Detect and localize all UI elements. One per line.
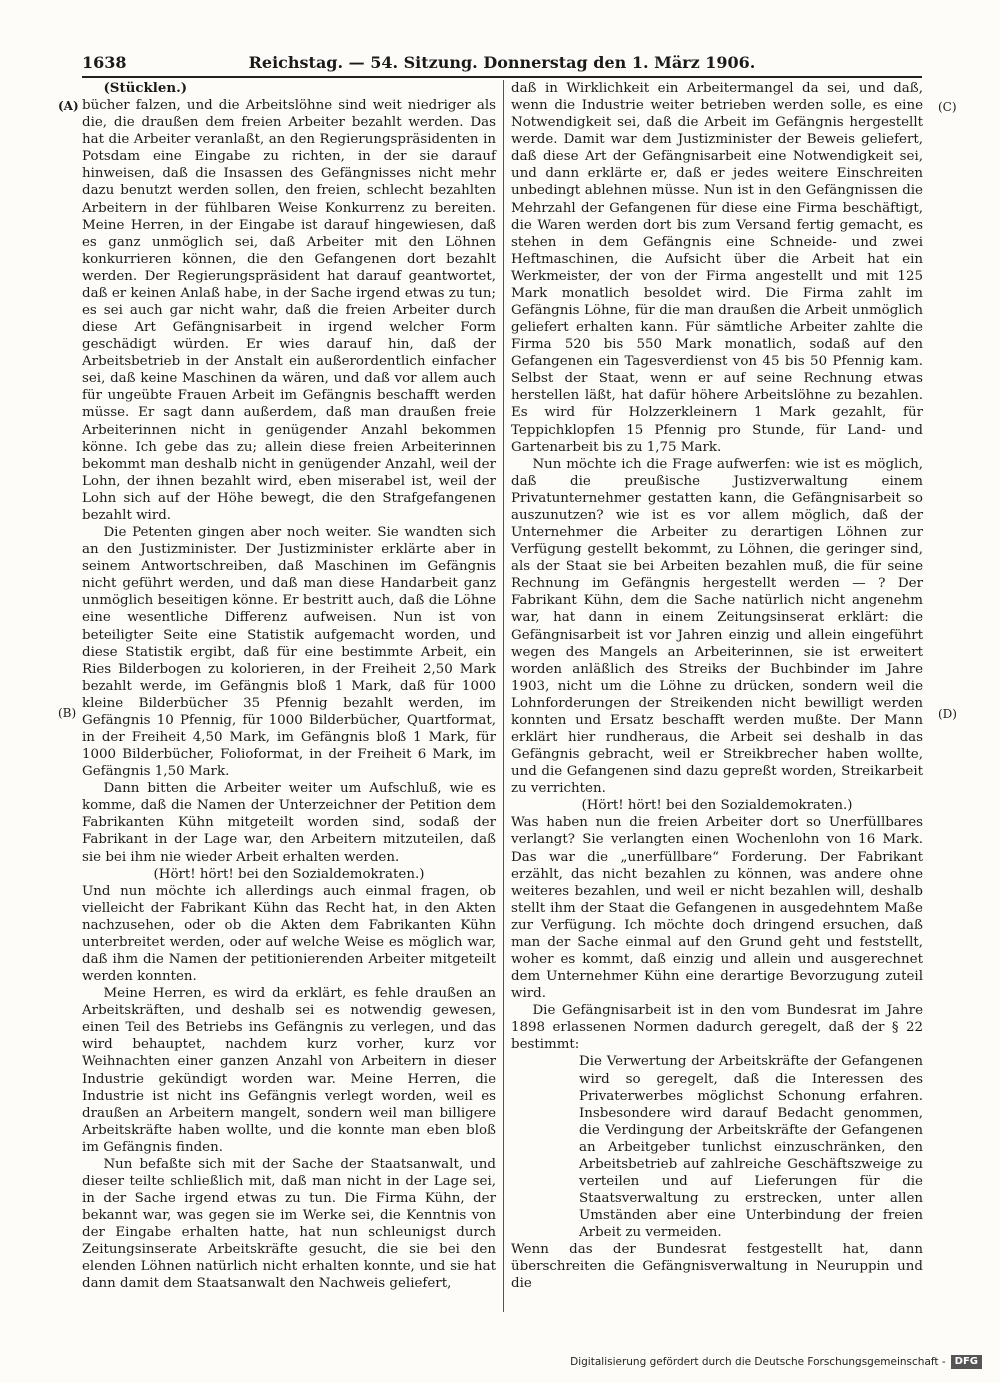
paragraph: Dann bitten die Arbeiter weiter um Aufschluß, wie es komme, daß die Namen der Unterzeichner der Petition dem Fabrikanten Kühn mitgeteilt worden sind, sodaß der Fabrikant in der Lage war, den Arbeitern mitzuteilen, daß sie bei ihm nie wieder Arbeit erhalten werden. (82, 781, 496, 865)
speaker-label: (Stücklen.) (103, 80, 188, 96)
paragraph: Die Petenten gingen aber noch weiter. Sie wandten sich an den Justizminister. Der Justizminister erklärte aber in seinem Antwortschreiben, daß Maschinen im Gefängnis nicht geführt werden, und daß man diese Handarbeit ganz unmöglich beseitigen könne. Er bestritt auch, daß die Löhne eine wesentliche Differenz aufweisen. Nun ist von beteiligter Seite eine Statistik aufgemacht worden, und diese Statistik ergibt, daß für eine bestimmte Arbeit, ein Ries Bilderbogen zu kolorieren, in der Freiheit 2,50 Mark bezahlt werde, im Gefängnis bloß 1 Mark, daß für 1000 kleine Bilderbücher 35 Pfennig bezahlt werden, im Gefängnis 10 Pfennig, für 1000 Bilderbücher, Quartformat, in der Freiheit 4,50 Mark, im Gefängnis bloß 1 Mark, für 1000 Bilderbücher, Folioformat, in der Freiheit 6 Mark, im Gefängnis 1,50 Mark. (82, 525, 496, 780)
margin-marker-b: (B) (58, 706, 77, 720)
paragraph: Nun befaßte sich mit der Sache der Staatsanwalt, und dieser teilte schließlich mit, daß man nicht in der Lage sei, in der Sache irgend etwas zu tun. Die Firma Kühn, der bekannt war, was gegen sie im Werke sei, die Kenntnis von der Eingabe erhalten hatte, hat nun schleunigst durch Zeitungsinserate Arbeitskräfte gesucht, die sie bei den elenden Löhnen natürlich nicht erhalten konnte, und sie hat dann damit dem Staatsanwalt den Nachweis geliefert, (82, 1156, 496, 1292)
page-number: 1638 (82, 53, 127, 72)
paragraph: daß in Wirklichkeit ein Arbeitermangel da sei, und daß, wenn die Industrie weiter betrieben werden solle, es eine Notwendigkeit sei, daß die Arbeit im Gefängnis hergestellt werde. Damit war dem Justizminister der Beweis geliefert, daß diese Art der Gefängnisarbeit eine Notwendigkeit sei, und dann erklärte er, daß er jedes weitere Einschreiten unbedingt ablehnen müsse. Nun ist in den Gefängnissen die Mehrzahl der Gefangenen für diese eine Firma beschäftigt, die Waren werden dort bis zum Versand fertig gemacht, es stehen in dem Gefängnis eine Schneide- und zwei Heftmaschinen, die Aufsicht über die Arbeit hat ein Werkmeister, der von der Firma angestellt und mit 125 Mark monatlich besoldet wird. Die Firma zahlt im Gefängnis Löhne, für die man draußen die Arbeit unmöglich geliefert erhalten kann. Für sämtliche Arbeiter zahlte die Firma 520 bis 550 Mark monatlich, sodaß auf den Gefangenen ein Tagesverdienst von 45 bis 50 Pfennig kam. Selbst der Staat, wenn er auf seine Rechnung etwas herstellen läßt, hat dafür höhere Arbeitslöhne zu bezahlen. Es wird für Holzzerkleinern 1 Mark gezahlt, für Teppichklopfen 15 Pfennig pro Stunde, für Land- und Gartenarbeit bis zu 1,75 Mark. (511, 81, 923, 455)
dfg-logo: DFG (951, 1355, 982, 1369)
paragraph: Was haben nun die freien Arbeiter dort so Unerfüllbares verlangt? Sie verlangten einen Wochenlohn von 16 Mark. Das war die „unerfüllbare“ Forderung. Der Fabrikant erzählt, das nicht bezahlen zu können, was andere ohne weiteres bezahlen, und weil er nicht bezahlen will, deshalb stellt ihm der Staat die Gefangenen in ausgedehntem Maße zur Verfügung. Ich möchte doch dringend ersuchen, daß man der Sache einmal auf den Grund geht und feststellt, woher es kommt, daß einzig und allein und ausgerechnet dem Unternehmer Kühn eine derartige Bevorzugung zuteil wird. (511, 815, 923, 1002)
paragraph: Nun möchte ich die Frage aufwerfen: wie ist es möglich, daß die preußische Justizverwaltung einem Privatunternehmer gestatten kann, die Gefängnisarbeit so auszunutzen? wie ist es vor allem möglich, daß der Unternehmer die Arbeiter zu derartigen Löhnen zur Verfügung gestellt bekommt, zu Löhnen, die geringer sind, als der Staat sie bei Arbeiten bezahlen muß, die für seine Rechnung im Gefängnis hergestellt werden — ? Der Fabrikant Kühn, dem die Sache natürlich nicht angenehm war, hat dann in einem Zeitungsinserat erklärt: die Gefängnisarbeit ist vor Jahren einzig und allein eingeführt wegen des Mangels an Arbeiterinnen, sie ist erweitert worden anläßlich des Streiks der Buchbinder im Jahre 1903, nicht um die Löhne zu drücken, sondern weil die Lohnforderungen der Streikenden nicht bewilligt werden konnten und Ersatz beschafft werden mußte. Der Mann erklärt hier rundheraus, die Arbeit sei deshalb in das Gefängnis gebracht, weil er Streikbrecher haben wollte, und die Gefangenen sind dazu gepreßt worden, Streikarbeit zu verrichten. (511, 456, 923, 797)
page-title: Reichstag. — 54. Sitzung. Donnerstag den 1. März 1906. (248, 53, 756, 72)
margin-marker-a: (A) (58, 99, 79, 113)
margin-marker-c: (C) (938, 100, 957, 114)
header-rule (82, 76, 922, 78)
block-quote: Die Verwertung der Arbeitskräfte der Gefangenen wird so geregelt, daß die Interessen des Privaterwerbes möglichst Schonung erfahren. Insbesondere wird darauf Bedacht genommen, die Verdingung der Arbeitskräfte der Gefangenen an Arbeitgeber tunlichst einzuschränken, den Arbeitsbetrieb auf zahlreiche Geschäftszweige zu verteilen und auf Lieferungen für die Staatsverwaltung zu erstrecken, unter allen Umständen aber eine Unterbindung der freien Arbeit zu vermeiden. (579, 1054, 923, 1241)
paragraph: Meine Herren, es wird da erklärt, es fehle draußen an Arbeitskräften, und deshalb sei es notwendig gewesen, einen Teil des Betriebs ins Gefängnis zu verlegen, und das wird behauptet, nachdem kurz vorher, kurz vor Weihnachten einer ganzen Anzahl von Arbeitern in dieser Industrie gekündigt worden war. Meine Herren, die Industrie ist nicht ins Gefängnis verlegt worden, weil es draußen an Arbeitern mangelt, sondern weil man billigere Arbeitskräfte haben wollte, und die konnte man eben bloß im Gefängnis finden. (82, 986, 496, 1155)
paragraph: Und nun möchte ich allerdings auch einmal fragen, ob vielleicht der Fabrikant Kühn das Recht hat, in den Akten nachzusehen, oder ob die Akten dem Fabrikanten Kühn unterbreitet werden, oder auf welche Weise es möglich war, daß ihm die Namen der petitionierenden Arbeiter mitgeteilt werden konnten. (82, 883, 496, 985)
page-header (82, 52, 922, 74)
paragraph: Wenn das der Bundesrat festgestellt hat, dann überschreiten die Gefängnisverwaltung in Neuruppin und die (511, 1242, 923, 1292)
right-column (511, 80, 923, 1293)
paragraph: Die Gefängnisarbeit ist in den vom Bundesrat im Jahre 1898 erlassenen Normen dadurch geregelt, daß der § 22 bestimmt: (511, 1003, 923, 1053)
left-column (82, 80, 496, 1293)
interjection: (Hört! hört! bei den Sozialdemokraten.) (153, 866, 425, 882)
digitization-footer (570, 1355, 982, 1369)
paragraph: bücher falzen, und die Arbeitslöhne sind weit niedriger als die, die draußen dem freien Arbeiter bezahlt werden. Das hat die Arbeiter veranlaßt, an den Regierungspräsidenten in Potsdam eine Eingabe zu richten, in der sie darauf hinweisen, daß die Insassen des Gefängnisses nicht mehr dazu benutzt werden sollen, den freien, schlecht bezahlten Arbeitern in der fühlbaren Weise Konkurrenz zu bereiten. Meine Herren, in der Eingabe ist darauf hingewiesen, daß es ganz unmöglich sei, daß Arbeiter mit den Löhnen konkurrieren können, die den Gefangenen dort bezahlt werden. Der Regierungspräsident hat darauf geantwortet, daß er keinen Anlaß habe, in der Sache irgend etwas zu tun; es sei auch gar nicht wahr, daß die freien Arbeiter durch diese Art Gefängnisarbeit in irgend welcher Form geschädigt würden. Er wies darauf hin, daß der Arbeitsbetrieb in der Anstalt ein außerordentlich einfacher sei, daß keine Maschinen da wären, und daß vor allem auch für ungeübte Frauen Arbeit im Gefängnis beschafft werden müsse. Er sagt dann außerdem, daß man draußen freie Arbeiterinnen nicht in genügender Anzahl bekommen könne. Ich gebe das zu; allein diese freien Arbeiterinnen bekommt man deshalb nicht in genügender Anzahl, weil der Lohn, der ihnen bezahlt wird, eben miserabel ist, weil der Lohn sich auf der Höhe bewegt, die den Strafgefangenen bezahlt wird. (82, 98, 496, 523)
margin-marker-d: (D) (938, 707, 957, 721)
interjection: (Hört! hört! bei den Sozialdemokraten.) (581, 798, 853, 814)
column-divider (503, 80, 504, 1312)
footer-text: Digitalisierung gefördert durch die Deutsche Forschungsgemeinschaft - (570, 1356, 946, 1368)
